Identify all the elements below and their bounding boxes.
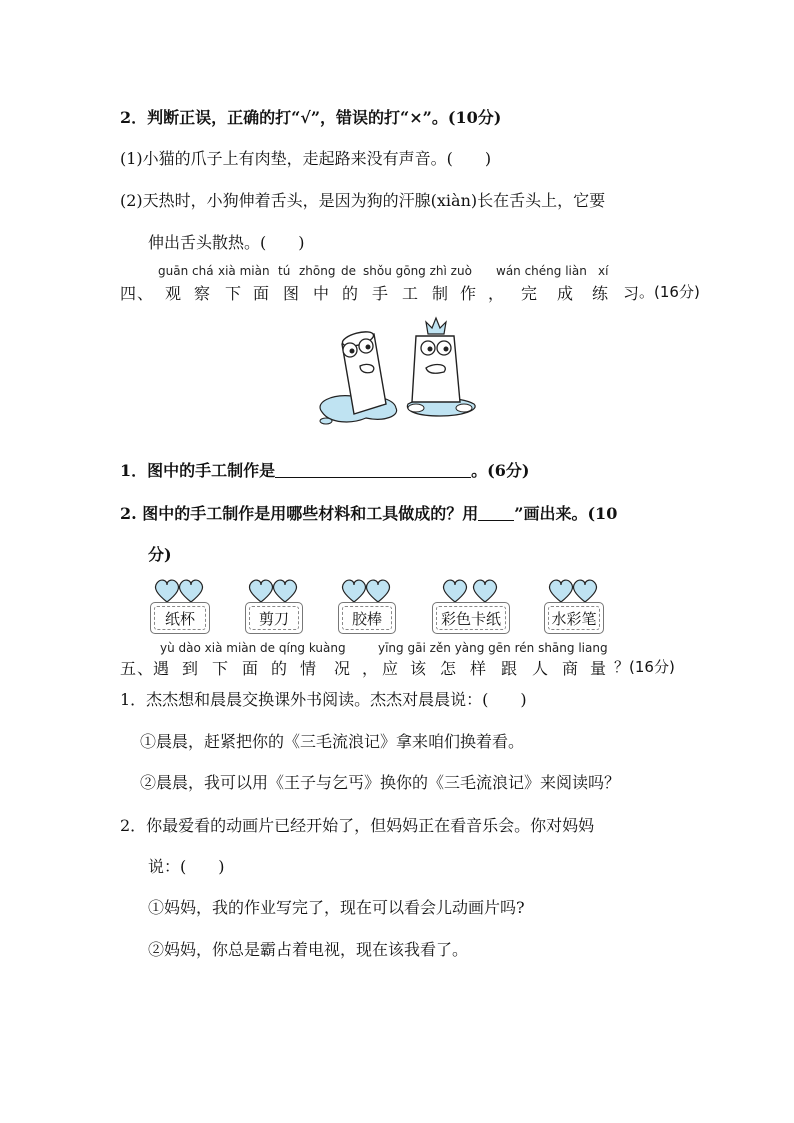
pinyin: xí xyxy=(598,264,609,278)
section4-q1-after: 。(6分) xyxy=(471,461,530,480)
heading-char: 人 xyxy=(532,659,549,678)
section4-score: 。(16分) xyxy=(639,283,700,301)
heading-char: 制 xyxy=(432,284,449,303)
q2-item-2-line2: 伸出舌头散热。( ) xyxy=(148,233,305,252)
tool-card[interactable] xyxy=(338,578,396,634)
tool-card[interactable] xyxy=(150,578,210,634)
heading-char: 跟 xyxy=(501,659,518,678)
section4-q2-after: ”画出来。(10 xyxy=(514,504,618,523)
heading-char: 的 xyxy=(342,284,359,303)
answer-blank[interactable] xyxy=(275,461,471,478)
q2-item-2-line1: (2)天热时，小狗伸着舌头，是因为狗的汗腺(xiàn)长在舌头上，它要 xyxy=(120,191,606,210)
heading-char: 怎 xyxy=(440,659,457,678)
pinyin: wán chéng liàn xyxy=(496,264,587,278)
tool-card[interactable] xyxy=(544,578,604,634)
tool-label: 彩色卡纸 xyxy=(436,606,506,630)
hearts-icon xyxy=(439,578,503,604)
section5-q2-line1: 2．你最爱看的动画片已经开始了，但妈妈正在看音乐会。你对妈妈 xyxy=(120,816,595,835)
section4-q2 xyxy=(120,503,617,525)
section4-q2-text: 2. 图中的手工制作是用哪些材料和工具做成的？用 xyxy=(120,504,479,523)
hearts-icon xyxy=(340,578,394,604)
section4-q2-cont: 分) xyxy=(148,545,172,564)
heading-char: 中 xyxy=(313,284,330,303)
symbol-blank[interactable] xyxy=(478,504,514,521)
section5-q2-option2: ②妈妈，你总是霸占着电视，现在该我看了。 xyxy=(148,940,469,959)
heading-char: 作 xyxy=(460,284,477,303)
pinyin: yù dào xià miàn de qíng kuàng xyxy=(160,641,346,655)
section5-q1-option1: ①晨晨，赶紧把你的《三毛流浪记》拿来咱们换着看。 xyxy=(140,732,525,751)
heading-char: 五 xyxy=(120,659,137,678)
heading-char: 图 xyxy=(283,284,300,303)
section5-q2-option1: ①妈妈，我的作业写完了，现在可以看会儿动画片吗? xyxy=(148,898,525,917)
q2-title: 2．判断正误，正确的打“√”，错误的打“×”。(10分) xyxy=(120,108,502,127)
hearts-icon xyxy=(247,578,301,604)
section5-q1-option2: ②晨晨，我可以用《王子与乞丐》换你的《三毛流浪记》来阅读吗？ xyxy=(140,773,621,792)
section4-q1-text: 1．图中的手工制作是 xyxy=(120,461,276,480)
heading-char: 下 xyxy=(212,659,229,678)
heading-char: 习 xyxy=(623,284,640,303)
heading-char: 量 xyxy=(590,659,607,678)
heading-char: 商 xyxy=(562,659,579,678)
pinyin: guān chá xyxy=(158,264,214,278)
heading-char: 况 xyxy=(334,659,351,678)
section5-q1: 1．杰杰想和晨晨交换课外书阅读。杰杰对晨晨说：( ) xyxy=(120,690,527,709)
heading-char: 到 xyxy=(182,659,199,678)
heading-char: 四 xyxy=(120,284,137,303)
section5-score: ？(16分) xyxy=(614,658,675,676)
section5-q2-line2: 说：( ) xyxy=(148,857,225,876)
heading-char: 该 xyxy=(410,659,427,678)
heading-char: 的 xyxy=(271,659,288,678)
pinyin: de xyxy=(341,264,356,278)
heading-char: 手 xyxy=(372,284,389,303)
pinyin: xià miàn xyxy=(218,264,270,278)
section4-q1 xyxy=(120,460,529,482)
pinyin: yīng gāi zěn yàng gēn rén shāng liang xyxy=(378,641,608,655)
heading-char: 成 xyxy=(557,284,574,303)
heading-char: 察 xyxy=(194,284,211,303)
heading-char: 观 xyxy=(165,284,182,303)
heading-char: ， xyxy=(488,284,505,303)
heading-char: 、 xyxy=(137,659,154,678)
q2-item-1: (1)小猫的爪子上有肉垫，走起路来没有声音。( ) xyxy=(120,149,492,168)
heading-char: 、 xyxy=(137,284,154,303)
heading-char: 应 xyxy=(382,659,399,678)
pinyin: shǒu gōng zhì zuò xyxy=(363,264,472,278)
heading-char: ， xyxy=(362,659,379,678)
tool-label: 纸杯 xyxy=(154,606,206,630)
heading-char: 练 xyxy=(592,284,609,303)
pinyin: zhōng xyxy=(299,264,336,278)
paper-cup-figures-illustration xyxy=(312,316,492,432)
tool-card[interactable] xyxy=(432,578,510,634)
hearts-icon xyxy=(153,578,207,604)
heading-char: 完 xyxy=(521,284,538,303)
hearts-icon xyxy=(547,578,601,604)
heading-char: 下 xyxy=(225,284,242,303)
tool-label: 胶棒 xyxy=(342,606,392,630)
heading-char: 情 xyxy=(300,659,317,678)
heading-char: 工 xyxy=(402,284,419,303)
pinyin: tú xyxy=(278,264,291,278)
heading-char: 遇 xyxy=(153,659,170,678)
tool-label: 剪刀 xyxy=(249,606,299,630)
heading-char: 样 xyxy=(470,659,487,678)
heading-char: 面 xyxy=(242,659,259,678)
tool-label: 水彩笔 xyxy=(548,606,600,630)
tool-card[interactable] xyxy=(245,578,303,634)
heading-char: 面 xyxy=(253,284,270,303)
